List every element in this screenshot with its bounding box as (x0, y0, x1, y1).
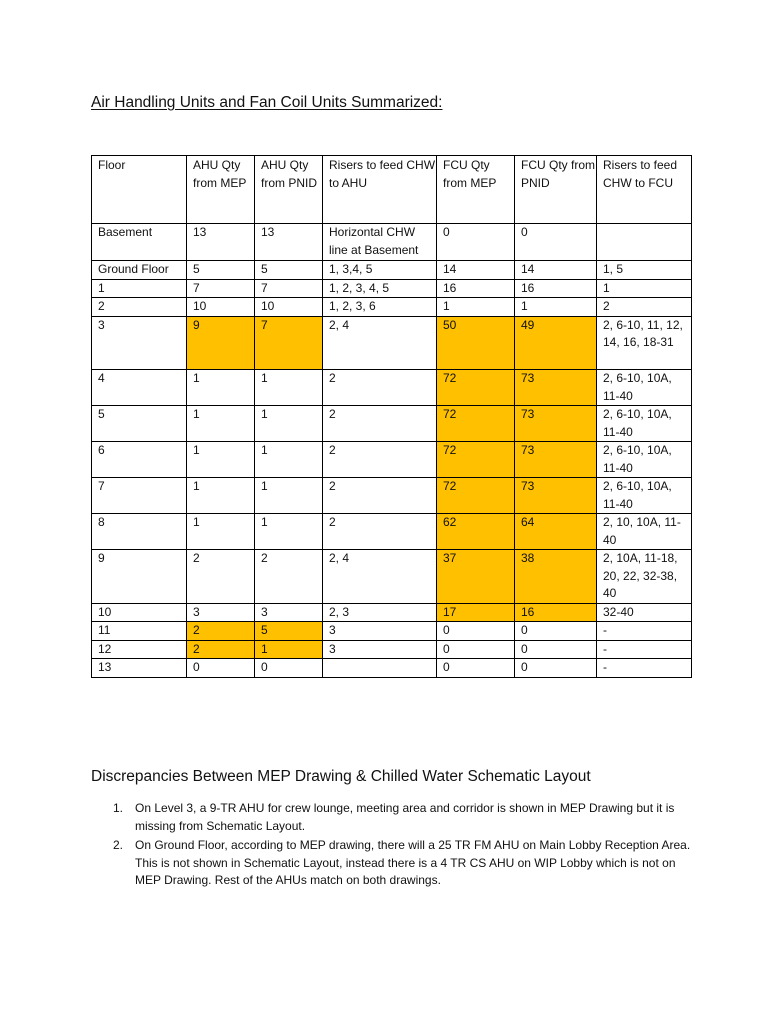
cell-ahu-pnid: 1 (255, 514, 323, 550)
cell-ahu-mep-highlighted: 9 (187, 316, 255, 370)
table-row (92, 603, 692, 622)
cell-fcu-pnid: 14 (515, 261, 597, 280)
cell-ahu-pnid: 7 (255, 279, 323, 298)
cell-ahu-mep: 3 (187, 603, 255, 622)
cell-risers-ahu: Horizontal CHW line at Basement (323, 224, 437, 261)
cell-fcu-pnid-highlighted: 73 (515, 370, 597, 406)
cell-ahu-pnid-highlighted: 7 (255, 316, 323, 370)
list-item (113, 837, 701, 890)
table-row (92, 514, 692, 550)
cell-fcu-pnid: 0 (515, 622, 597, 641)
cell-ahu-mep: 13 (187, 224, 255, 261)
section-title-discrepancies: Discrepancies Between MEP Drawing & Chilled Water Schematic Layout (91, 768, 591, 785)
cell-risers-fcu: 2, 6-10, 10A, 11-40 (597, 370, 692, 406)
cell-risers-fcu: 2, 10, 10A, 11-40 (597, 514, 692, 550)
cell-ahu-pnid-highlighted: 1 (255, 640, 323, 659)
cell-ahu-mep: 1 (187, 478, 255, 514)
table-row (92, 659, 692, 678)
cell-risers-ahu: 1, 3,4, 5 (323, 261, 437, 280)
cell-risers-ahu: 2 (323, 370, 437, 406)
cell-ahu-mep: 1 (187, 370, 255, 406)
cell-fcu-pnid-highlighted: 64 (515, 514, 597, 550)
cell-floor: 8 (92, 514, 187, 550)
cell-ahu-pnid-highlighted: 5 (255, 622, 323, 641)
cell-fcu-mep-highlighted: 72 (437, 478, 515, 514)
cell-risers-fcu: 32-40 (597, 603, 692, 622)
section-title-summary: Air Handling Units and Fan Coil Units Summarized: (91, 94, 443, 111)
cell-risers-fcu (597, 224, 692, 261)
cell-ahu-pnid: 10 (255, 298, 323, 317)
list-item (113, 800, 701, 835)
cell-floor: 13 (92, 659, 187, 678)
cell-risers-ahu: 1, 2, 3, 4, 5 (323, 279, 437, 298)
table-row (92, 370, 692, 406)
cell-ahu-mep: 2 (187, 550, 255, 604)
table-row (92, 622, 692, 641)
cell-risers-ahu: 2 (323, 442, 437, 478)
cell-ahu-pnid: 1 (255, 478, 323, 514)
cell-ahu-mep: 10 (187, 298, 255, 317)
table-row (92, 298, 692, 317)
cell-risers-ahu (323, 659, 437, 678)
cell-ahu-pnid: 13 (255, 224, 323, 261)
cell-fcu-pnid-highlighted: 73 (515, 442, 597, 478)
table-header-row (92, 156, 692, 224)
cell-fcu-pnid: 0 (515, 659, 597, 678)
cell-risers-ahu: 2 (323, 406, 437, 442)
cell-risers-ahu: 3 (323, 622, 437, 641)
cell-risers-fcu: - (597, 622, 692, 641)
cell-floor: 1 (92, 279, 187, 298)
cell-floor: 9 (92, 550, 187, 604)
cell-risers-fcu: 1, 5 (597, 261, 692, 280)
cell-fcu-mep-highlighted: 17 (437, 603, 515, 622)
cell-fcu-pnid-highlighted: 49 (515, 316, 597, 370)
cell-floor: 2 (92, 298, 187, 317)
cell-risers-fcu: - (597, 659, 692, 678)
cell-fcu-mep-highlighted: 72 (437, 442, 515, 478)
cell-risers-ahu: 1, 2, 3, 6 (323, 298, 437, 317)
cell-risers-ahu: 2 (323, 514, 437, 550)
cell-ahu-pnid: 1 (255, 442, 323, 478)
cell-ahu-pnid: 1 (255, 406, 323, 442)
table-row (92, 261, 692, 280)
cell-ahu-mep: 0 (187, 659, 255, 678)
cell-fcu-mep-highlighted: 50 (437, 316, 515, 370)
cell-ahu-pnid: 0 (255, 659, 323, 678)
header-ahu-mep: AHU Qty from MEP (187, 156, 255, 224)
cell-fcu-mep: 1 (437, 298, 515, 317)
cell-fcu-mep-highlighted: 37 (437, 550, 515, 604)
cell-floor: 3 (92, 316, 187, 370)
cell-fcu-pnid-highlighted: 38 (515, 550, 597, 604)
header-risers-fcu: Risers to feed CHW to FCU (597, 156, 692, 224)
table-row (92, 279, 692, 298)
cell-risers-fcu: 2 (597, 298, 692, 317)
cell-fcu-mep: 0 (437, 640, 515, 659)
cell-floor: Ground Floor (92, 261, 187, 280)
cell-fcu-pnid-highlighted: 73 (515, 406, 597, 442)
cell-risers-fcu: 1 (597, 279, 692, 298)
cell-fcu-mep: 0 (437, 224, 515, 261)
cell-fcu-mep-highlighted: 62 (437, 514, 515, 550)
summary-table (91, 155, 692, 678)
cell-floor: 12 (92, 640, 187, 659)
cell-ahu-pnid: 3 (255, 603, 323, 622)
cell-fcu-pnid-highlighted: 16 (515, 603, 597, 622)
cell-fcu-pnid: 0 (515, 640, 597, 659)
table-row (92, 640, 692, 659)
cell-ahu-mep: 5 (187, 261, 255, 280)
cell-fcu-mep: 16 (437, 279, 515, 298)
cell-fcu-mep-highlighted: 72 (437, 406, 515, 442)
table-row (92, 224, 692, 261)
cell-ahu-mep: 1 (187, 406, 255, 442)
cell-floor: 6 (92, 442, 187, 478)
header-ahu-pnid: AHU Qty from PNID (255, 156, 323, 224)
cell-risers-fcu: 2, 10A, 11-18, 20, 22, 32-38, 40 (597, 550, 692, 604)
cell-floor: 5 (92, 406, 187, 442)
list-item-text: On Level 3, a 9-TR AHU for crew lounge, meeting area and corridor is shown in MEP Drawing but it is missing from Schematic Layout. (135, 801, 675, 833)
table-row (92, 550, 692, 604)
cell-fcu-pnid: 16 (515, 279, 597, 298)
list-item-number: 2. (113, 838, 124, 852)
cell-floor: Basement (92, 224, 187, 261)
cell-ahu-mep: 1 (187, 442, 255, 478)
header-risers-ahu: Risers to feed CHW to AHU (323, 156, 437, 224)
cell-ahu-mep: 7 (187, 279, 255, 298)
cell-fcu-mep: 14 (437, 261, 515, 280)
header-fcu-mep: FCU Qty from MEP (437, 156, 515, 224)
cell-fcu-pnid: 1 (515, 298, 597, 317)
cell-risers-fcu: 2, 6-10, 10A, 11-40 (597, 406, 692, 442)
list-item-text: On Ground Floor, according to MEP drawing, there will a 25 TR FM AHU on Main Lobby Reception Area. This is not shown in Schematic Layout, instead there is a 4 TR CS AHU on WIP Lobby which is not on MEP Drawing. Rest of the AHUs match on both drawings. (135, 838, 691, 887)
cell-fcu-mep: 0 (437, 659, 515, 678)
cell-fcu-mep: 0 (437, 622, 515, 641)
table-row (92, 442, 692, 478)
cell-risers-fcu: - (597, 640, 692, 659)
list-item-number: 1. (113, 801, 124, 815)
cell-ahu-mep-highlighted: 2 (187, 622, 255, 641)
table-row (92, 316, 692, 370)
cell-risers-fcu: 2, 6-10, 11, 12, 14, 16, 18-31 (597, 316, 692, 370)
cell-risers-ahu: 2, 3 (323, 603, 437, 622)
cell-risers-fcu: 2, 6-10, 10A, 11-40 (597, 478, 692, 514)
table-row (92, 478, 692, 514)
cell-ahu-pnid: 2 (255, 550, 323, 604)
cell-fcu-mep-highlighted: 72 (437, 370, 515, 406)
header-floor: Floor (92, 156, 187, 224)
cell-risers-ahu: 2 (323, 478, 437, 514)
header-fcu-pnid: FCU Qty from PNID (515, 156, 597, 224)
cell-risers-fcu: 2, 6-10, 10A, 11-40 (597, 442, 692, 478)
cell-risers-ahu: 2, 4 (323, 316, 437, 370)
cell-risers-ahu: 3 (323, 640, 437, 659)
cell-floor: 4 (92, 370, 187, 406)
cell-ahu-pnid: 1 (255, 370, 323, 406)
cell-risers-ahu: 2, 4 (323, 550, 437, 604)
cell-fcu-pnid-highlighted: 73 (515, 478, 597, 514)
cell-floor: 11 (92, 622, 187, 641)
cell-ahu-mep-highlighted: 2 (187, 640, 255, 659)
cell-fcu-pnid: 0 (515, 224, 597, 261)
cell-floor: 10 (92, 603, 187, 622)
cell-ahu-pnid: 5 (255, 261, 323, 280)
discrepancy-list (91, 800, 701, 892)
cell-floor: 7 (92, 478, 187, 514)
table-row (92, 406, 692, 442)
cell-ahu-mep: 1 (187, 514, 255, 550)
